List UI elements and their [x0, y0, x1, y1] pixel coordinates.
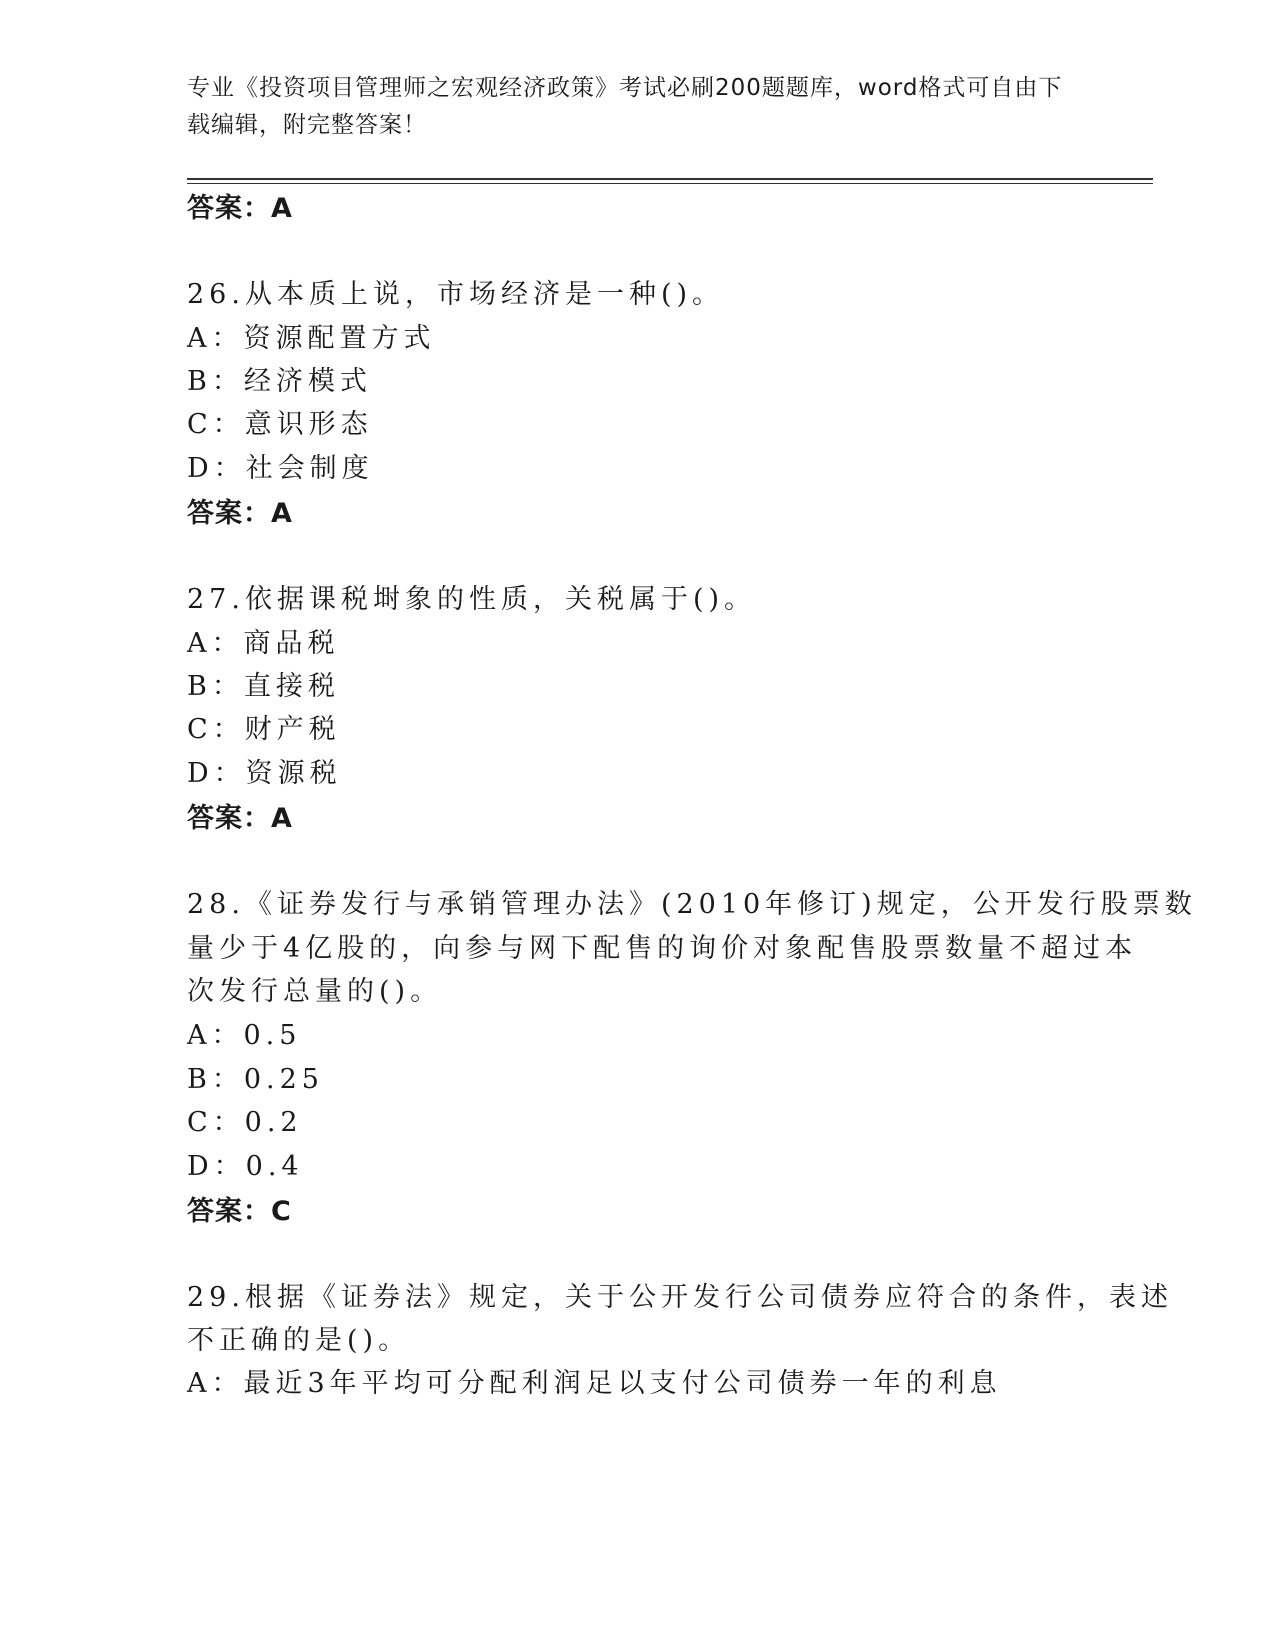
answer-label: 答案：: [187, 1196, 271, 1227]
question-27-option-d: D：资源税: [187, 758, 342, 789]
answer-line-28: [187, 1189, 292, 1228]
answer-value: C: [271, 1196, 292, 1227]
question-27-stem: 27.依据课税埘象的性质，关税属于()。: [187, 584, 757, 615]
answer-value: A: [271, 193, 293, 224]
question-29-option-a: A：最近3年平均可分配利润足以支付公司债券一年的利息: [187, 1368, 1002, 1399]
question-28-option-d: D：0.4: [187, 1151, 304, 1182]
answer-value: A: [271, 498, 293, 529]
question-27-option-c: C：财产税: [187, 714, 341, 745]
question-29-stem-line-1: 29.根据《证券法》规定，关于公开发行公司债券应符合的条件，表述: [187, 1282, 1173, 1313]
question-27-option-a: A：商品税: [187, 628, 340, 659]
header-rule-thin: [187, 183, 1153, 184]
question-26-option-b: B：经济模式: [187, 366, 372, 397]
question-28-option-b: B：0.25: [187, 1064, 324, 1095]
document-header: 专业《投资项目管理师之宏观经济政策》考试必刷200题题库，word格式可自由下载编辑，附完整答案！: [187, 75, 1063, 138]
question-28-option-c: C：0.2: [187, 1107, 303, 1138]
answer-line-26: [187, 491, 293, 530]
question-28-stem-line-1: 28.《证券发行与承销管理办法》(2010年修订)规定，公开发行股票数: [187, 889, 1197, 920]
question-26-option-a: A：资源配置方式: [187, 323, 436, 354]
question-27-option-b: B：直接税: [187, 671, 340, 702]
answer-line-25: [187, 186, 293, 225]
question-29-stem-line-2: 不正确的是()。: [187, 1325, 411, 1356]
question-28-stem-line-2: 量少于4亿股的，向参与网下配售的询价对象配售股票数量不超过本: [187, 933, 1138, 964]
question-26-stem: 26.从本质上说，市场经济是一种()。: [187, 279, 725, 310]
answer-label: 答案：: [187, 803, 271, 834]
answer-line-27: [187, 796, 293, 835]
header-rule: [187, 178, 1153, 180]
answer-label: 答案：: [187, 193, 271, 224]
answer-value: A: [271, 803, 293, 834]
answer-label: 答案：: [187, 498, 271, 529]
question-28-stem-line-3: 次发行总量的()。: [187, 976, 443, 1007]
question-28-option-a: A：0.5: [187, 1020, 302, 1051]
question-26-option-d: D：社会制度: [187, 453, 374, 484]
question-26-option-c: C：意识形态: [187, 409, 373, 440]
